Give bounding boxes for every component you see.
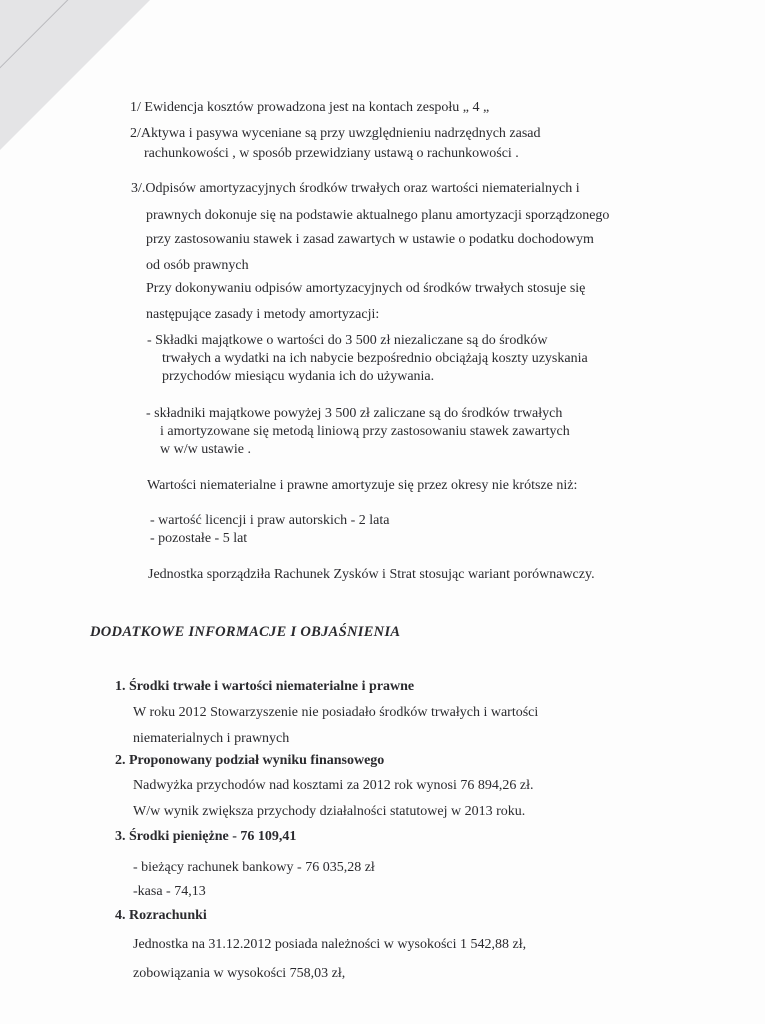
- intangible-item-1: - wartość licencji i praw autorskich - 2 lata: [150, 513, 390, 528]
- policy-item-3-line-3: przy zastosowaniu stawek i zasad zawartych w ustawie o podatku dochodowym: [146, 232, 594, 247]
- section-3-title: 3. Środki pieniężne - 76 109,41: [115, 829, 297, 844]
- section-4-title: 4. Rozrachunki: [115, 908, 207, 923]
- folded-corner: [0, 0, 150, 150]
- rule-2-line-1: - składniki majątkowe powyżej 3 500 zł zaliczane są do środków trwałych: [146, 406, 563, 421]
- policy-item-3-line-1: 3/.Odpisów amortyzacyjnych środków trwałych oraz wartości niematerialnych i: [131, 181, 580, 196]
- section-3-line-1: - bieżący rachunek bankowy - 76 035,28 zł: [133, 860, 375, 875]
- rule-2-line-3: w w/w ustawie .: [160, 442, 251, 457]
- policy-item-2-line-1: 2/Aktywa i pasywa wyceniane są przy uwzględnieniu nadrzędnych zasad: [130, 126, 541, 141]
- section-4-line-1: Jednostka na 31.12.2012 posiada należności w wysokości 1 542,88 zł,: [133, 937, 527, 952]
- section-2-line-1: Nadwyżka przychodów nad kosztami za 2012 rok wynosi 76 894,26 zł.: [133, 778, 534, 793]
- section-1-line-2: niematerialnych i prawnych: [133, 731, 290, 746]
- rule-1-line-1: - Składki majątkowe o wartości do 3 500 zł niezaliczane są do środków: [147, 333, 548, 348]
- section-2-line-2: W/w wynik zwiększa przychody działalności statutowej w 2013 roku.: [133, 804, 526, 819]
- policy-item-2-line-2: rachunkowości , w sposób przewidziany ustawą o rachunkowości .: [144, 146, 519, 161]
- rule-2-line-2: i amortyzowane się metodą liniową przy zastosowaniu stawek zawartych: [160, 424, 570, 439]
- rule-1-line-3: przychodów miesiącu wydania ich do używania.: [162, 369, 435, 384]
- depreciation-intro-line-2: następujące zasady i metody amortyzacji:: [146, 307, 380, 322]
- profit-loss-note: Jednostka sporządziła Rachunek Zysków i Strat stosując wariant porównawczy.: [148, 567, 595, 582]
- section-4-line-2: zobowiązania w wysokości 758,03 zł,: [133, 966, 346, 981]
- policy-item-3-line-2: prawnych dokonuje się na podstawie aktualnego planu amortyzacji sporządzonego: [146, 208, 610, 223]
- depreciation-intro-line-1: Przy dokonywaniu odpisów amortyzacyjnych od środków trwałych stosuje się: [146, 281, 586, 296]
- policy-item-1: 1/ Ewidencja kosztów prowadzona jest na kontach zespołu „ 4 „: [130, 100, 490, 115]
- section-1-title: 1. Środki trwałe i wartości niematerialne i prawne: [115, 679, 415, 694]
- section-heading: DODATKOWE INFORMACJE I OBJAŚNIENIA: [90, 624, 401, 640]
- section-2-title: 2. Proponowany podział wyniku finansowego: [115, 753, 385, 768]
- policy-item-3-line-4: od osób prawnych: [146, 258, 249, 273]
- intangible-item-2: - pozostałe - 5 lat: [150, 531, 248, 546]
- rule-1-line-2: trwałych a wydatki na ich nabycie bezpośrednio obciążają koszty uzyskania: [162, 351, 588, 366]
- section-1-line-1: W roku 2012 Stowarzyszenie nie posiadało środków trwałych i wartości: [133, 705, 539, 720]
- intangibles-intro: Wartości niematerialne i prawne amortyzuje się przez okresy nie krótsze niż:: [147, 478, 578, 493]
- section-3-line-2: -kasa - 74,13: [133, 884, 206, 899]
